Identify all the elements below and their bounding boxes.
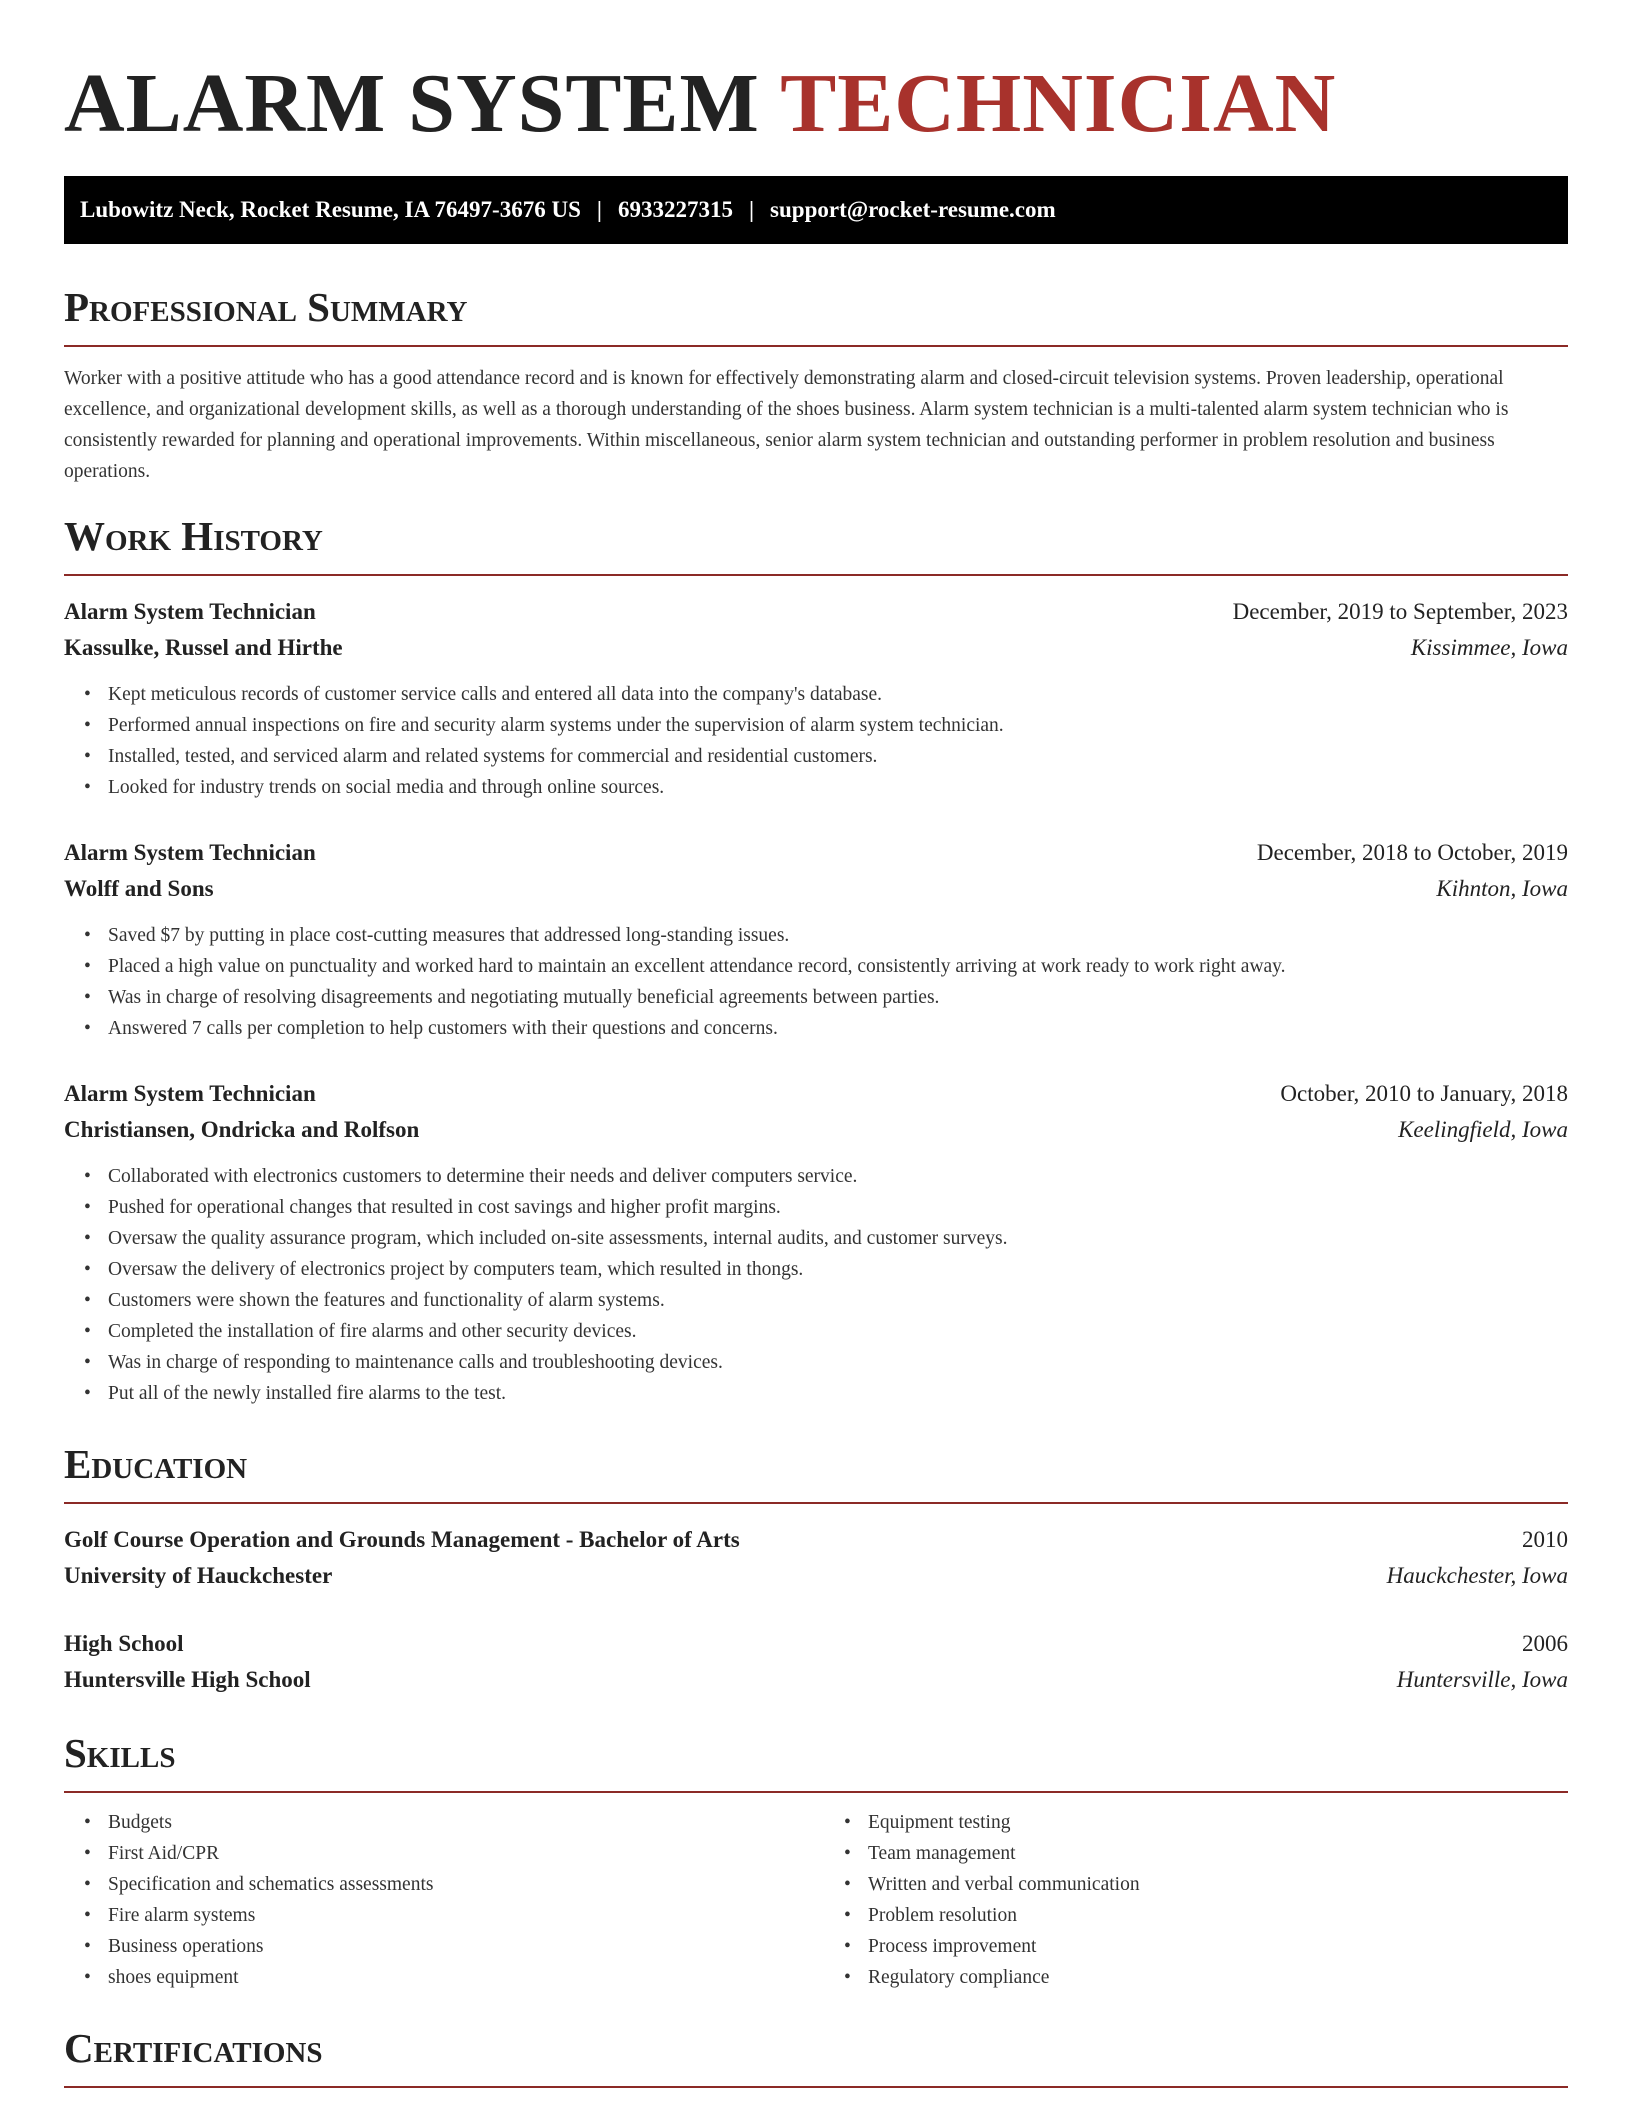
job-entry (64, 594, 1568, 803)
education-school-row (64, 1558, 1568, 1594)
name-title-first: ALARM SYSTEM (64, 57, 760, 150)
job-bullet: • Put all of the newly installed fire alarms to the test. (84, 1378, 1568, 1409)
education-degree: High School (64, 1631, 184, 1656)
skill-item: • Specification and schematics assessments (84, 1869, 824, 1900)
skill-item: • shoes equipment (84, 1962, 824, 1993)
job-entry (64, 835, 1568, 1044)
section-divider (64, 1791, 1568, 1793)
skills-list-left (64, 1807, 824, 1993)
job-bullet: • Was in charge of responding to maintenance calls and troubleshooting devices. (84, 1347, 1568, 1378)
section-divider (64, 1502, 1568, 1504)
summary-heading: Professional Summary (64, 284, 468, 330)
job-company: Wolff and Sons (64, 876, 214, 901)
job-company-row (64, 630, 1568, 666)
job-title-row (64, 1076, 1568, 1112)
job-bullet-list (64, 679, 1568, 803)
job-dates: October, 2010 to January, 2018 (1280, 1081, 1568, 1106)
job-bullet: • Placed a high value on punctuality and worked hard to maintain an excellent attendance record, consistently arriving at work ready to work right away. (84, 951, 1568, 982)
job-bullet: • Performed annual inspections on fire and security alarm systems under the supervision of alarm system technician. (84, 710, 1568, 741)
name-title-second: TECHNICIAN (780, 57, 1337, 150)
section-divider (64, 574, 1568, 576)
job-bullet: • Kept meticulous records of customer service calls and entered all data into the company's database. (84, 679, 1568, 710)
job-bullet: • Installed, tested, and serviced alarm and related systems for commercial and residential customers. (84, 741, 1568, 772)
skill-item: • Budgets (84, 1807, 824, 1838)
job-dates: December, 2018 to October, 2019 (1256, 840, 1568, 865)
job-bullet: • Oversaw the delivery of electronics project by computers team, which resulted in thongs. (84, 1254, 1568, 1285)
education-degree-row (64, 1522, 1568, 1558)
job-location: Kissimmee, Iowa (1410, 635, 1568, 660)
skills-columns (64, 1807, 1568, 1993)
contact-phone: 6933227315 (617, 197, 733, 222)
job-bullet-list (64, 1161, 1568, 1409)
job-title: Alarm System Technician (64, 599, 316, 624)
job-title-row (64, 594, 1568, 630)
job-location: Kihnton, Iowa (1436, 876, 1568, 901)
education-degree-row (64, 1626, 1568, 1662)
education-heading: Education (64, 1441, 248, 1487)
job-bullet: • Answered 7 calls per completion to help customers with their questions and concerns. (84, 1013, 1568, 1044)
education-year: 2006 (1522, 1631, 1568, 1656)
job-bullet: • Oversaw the quality assurance program, which included on-site assessments, internal audits, and customer surveys. (84, 1223, 1568, 1254)
education-location: Huntersville, Iowa (1396, 1667, 1568, 1692)
resume-name-heading (64, 0, 1568, 150)
job-company: Christiansen, Ondricka and Rolfson (64, 1117, 420, 1142)
contact-separator: | (748, 197, 755, 222)
skill-item: • Team management (844, 1838, 1140, 1869)
education-school: University of Hauckchester (64, 1563, 333, 1588)
job-bullet: • Saved $7 by putting in place cost-cutting measures that addressed long-standing issues. (84, 920, 1568, 951)
job-company-row (64, 1112, 1568, 1148)
education-degree: Golf Course Operation and Grounds Management - Bachelor of Arts (64, 1527, 740, 1552)
skills-list-right (824, 1807, 1140, 1993)
skills-section (64, 1728, 1568, 1993)
work-history-heading: Work History (64, 513, 323, 559)
job-title: Alarm System Technician (64, 840, 316, 865)
contact-bar (64, 176, 1568, 244)
job-bullet: • Was in charge of resolving disagreements and negotiating mutually beneficial agreements between parties. (84, 982, 1568, 1013)
education-location: Hauckchester, Iowa (1386, 1563, 1568, 1588)
job-title-row (64, 835, 1568, 871)
job-company: Kassulke, Russel and Hirthe (64, 635, 343, 660)
education-school-row (64, 1662, 1568, 1698)
skill-item: • Problem resolution (844, 1900, 1140, 1931)
job-bullet: • Looked for industry trends on social media and through online sources. (84, 772, 1568, 803)
job-company-row (64, 871, 1568, 907)
education-school: Huntersville High School (64, 1667, 311, 1692)
skill-item: • Written and verbal communication (844, 1869, 1140, 1900)
summary-section (64, 282, 1568, 487)
job-bullet: • Customers were shown the features and functionality of alarm systems. (84, 1285, 1568, 1316)
education-entry (64, 1626, 1568, 1698)
skills-heading: Skills (64, 1730, 176, 1776)
job-bullet: • Collaborated with electronics customers to determine their needs and deliver computers service. (84, 1161, 1568, 1192)
skill-item: • Business operations (84, 1931, 824, 1962)
certifications-heading: Certifications (64, 2025, 323, 2071)
skill-item: • Equipment testing (844, 1807, 1140, 1838)
skill-item: • First Aid/CPR (84, 1838, 824, 1869)
contact-separator: | (596, 197, 602, 222)
skill-item: • Process improvement (844, 1931, 1140, 1962)
job-bullet: • Pushed for operational changes that resulted in cost savings and higher profit margins. (84, 1192, 1568, 1223)
job-title: Alarm System Technician (64, 1081, 316, 1106)
work-history-section (64, 511, 1568, 1409)
section-divider (64, 345, 1568, 347)
contact-email: support@rocket-resume.com (770, 197, 1056, 222)
education-year: 2010 (1522, 1527, 1568, 1552)
skill-item: • Regulatory compliance (844, 1962, 1140, 1993)
education-entry (64, 1522, 1568, 1594)
section-divider (64, 2086, 1568, 2088)
job-bullet: • Completed the installation of fire alarms and other security devices. (84, 1316, 1568, 1347)
contact-address: Lubowitz Neck, Rocket Resume, IA 76497-3676 US (80, 197, 581, 222)
certifications-section (64, 2023, 1568, 2088)
job-entry (64, 1076, 1568, 1409)
skill-item: • Fire alarm systems (84, 1900, 824, 1931)
job-dates: December, 2019 to September, 2023 (1232, 599, 1568, 624)
job-location: Keelingfield, Iowa (1398, 1117, 1568, 1142)
summary-text: Worker with a positive attitude who has a good attendance record and is known for effectively demonstrating alarm and closed-circuit television systems. Proven leadership, operational excellence, and organizational development skills, as well as a thorough understanding of the shoes business. Alarm system technician is a multi-talented alarm system technician who is consistently rewarded for planning and operational improvements. Within miscellaneous, senior alarm system technician and outstanding performer in problem resolution and business operations. (64, 368, 1509, 482)
education-section (64, 1439, 1568, 1698)
job-bullet-list (64, 920, 1568, 1044)
